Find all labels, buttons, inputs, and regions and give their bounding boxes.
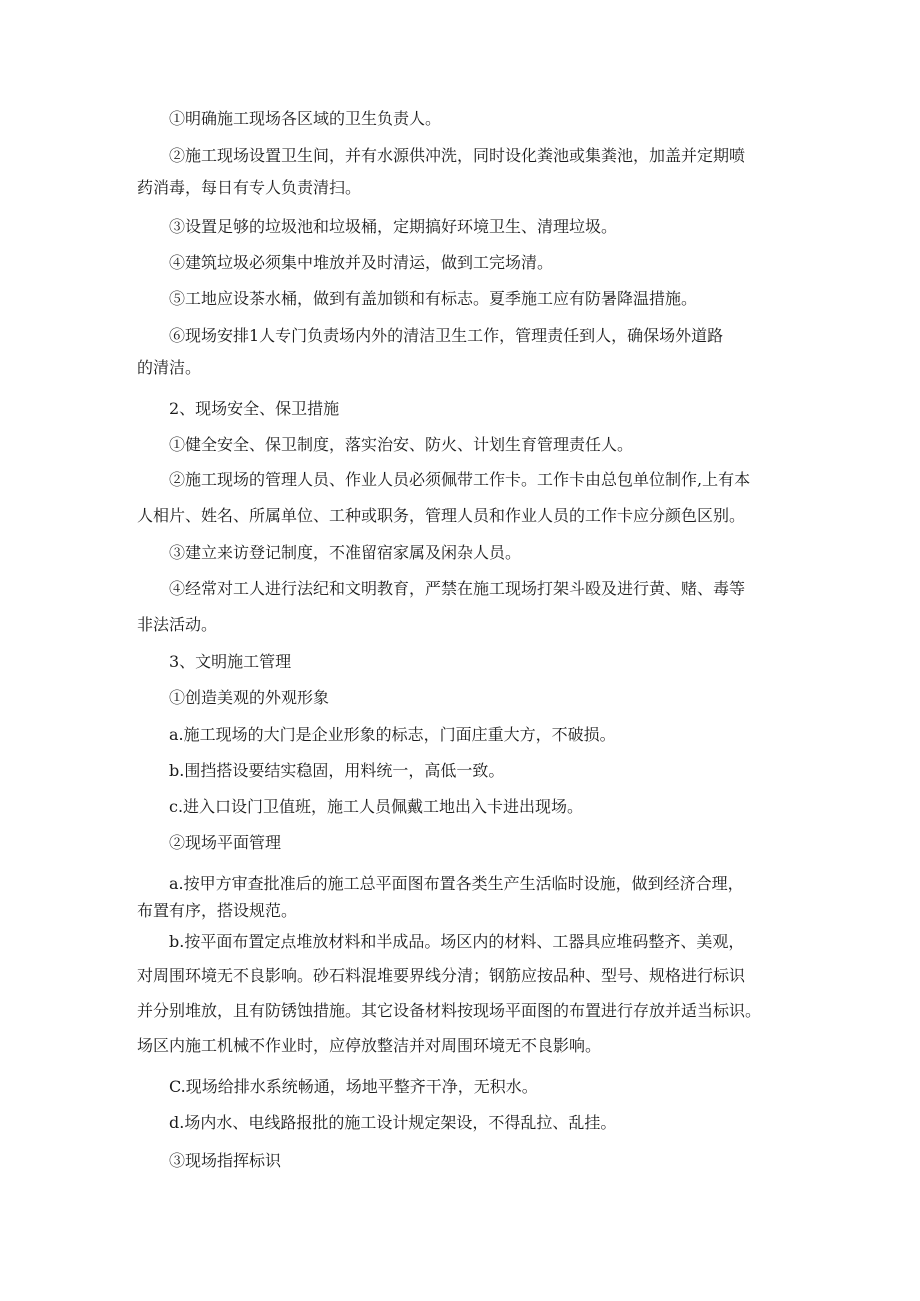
text-line: 场区内施工机械不作业时，应停放整洁并对周围环境无不良影响。	[137, 1036, 602, 1055]
text-line: ⑤工地应设茶水桶，做到有盖加锁和有标志。夏季施工应有防暑降温措施。	[169, 289, 698, 308]
paragraph	[137, 250, 797, 276]
text-line: ①明确施工现场各区域的卫生负责人。	[169, 109, 442, 128]
text-line: b.按平面布置定点堆放材料和半成品。场区内的材料、工器具应堆码整齐、美观，	[169, 932, 745, 951]
text-line: ②现场平面管理	[169, 833, 282, 852]
paragraph	[137, 758, 797, 784]
paragraph	[137, 467, 797, 529]
text-line: C.现场给排水系统畅通，场地平整齐干净，无积水。	[169, 1077, 538, 1096]
text-line: c.进入口设门卫值班，施工人员佩戴工地出入卡进出现场。	[169, 797, 584, 816]
text-line: ②施工现场的管理人员、作业人员必须佩带工作卡。工作卡由总包单位制作,上有本	[169, 470, 751, 489]
paragraph	[137, 871, 797, 924]
text-line: a.按甲方审查批准后的施工总平面图布置各类生产生活临时设施，做到经济合理，	[169, 874, 744, 893]
text-line: 的清洁。	[137, 358, 202, 377]
text-line: ③建立来访登记制度，不准留宿家属及闲杂人员。	[169, 543, 522, 562]
text-line: 药消毒，每日有专人负责清扫。	[137, 178, 362, 197]
text-line: ③现场指挥标识	[169, 1151, 282, 1170]
text-line: ⑥现场安排1人专门负责场内外的清洁卫生工作，管理责任到人，确保场外道路	[169, 326, 724, 345]
paragraph	[137, 722, 797, 748]
paragraph	[137, 830, 797, 856]
text-line: ③设置足够的垃圾池和垃圾桶，定期搞好环境卫生、清理垃圾。	[169, 217, 618, 236]
paragraph	[137, 214, 797, 240]
text-line: ①健全安全、保卫制度，落实治安、防火、计划生育管理责任人。	[169, 435, 634, 454]
text-line: 3、文明施工管理	[169, 652, 292, 671]
text-line: 非法活动。	[137, 615, 218, 634]
text-line: ④经常对工人进行法纪和文明教育，严禁在施工现场打架斗殴及进行黄、赌、毒等	[169, 579, 746, 598]
paragraph	[137, 929, 797, 1059]
text-line: 对周围环境无不良影响。砂石料混堆要界线分清；钢筋应按品种、型号、规格进行标识	[137, 966, 746, 985]
text-line: 人相片、姓名、所属单位、工种或职务，管理人员和作业人员的工作卡应分颜色区别。	[137, 506, 746, 525]
text-line: 并分别堆放，且有防锈蚀措施。其它设备材料按现场平面图的布置进行存放并适当标识。	[137, 1001, 762, 1020]
paragraph	[137, 794, 797, 820]
section-heading	[137, 649, 797, 675]
text-line: b.围挡搭设要结实稳固，用料统一，高低一致。	[169, 761, 505, 780]
text-line: a.施工现场的大门是企业形象的标志，门面庄重大方，不破损。	[169, 725, 616, 744]
section-heading	[137, 396, 797, 422]
paragraph	[137, 143, 797, 201]
paragraph	[137, 576, 797, 638]
paragraph	[137, 540, 797, 566]
paragraph	[137, 1148, 797, 1174]
paragraph	[137, 106, 797, 132]
paragraph	[137, 323, 797, 381]
text-line: d.场内水、电线路报批的施工设计规定架设，不得乱拉、乱挂。	[169, 1113, 617, 1132]
text-line: 2、现场安全、保卫措施	[169, 399, 340, 418]
text-line: 布置有序，搭设规范。	[137, 901, 298, 920]
text-line: ①创造美观的外观形象	[169, 688, 330, 707]
paragraph	[137, 286, 797, 312]
paragraph	[137, 432, 797, 458]
paragraph	[137, 685, 797, 711]
text-line: ②施工现场设置卫生间，并有水源供冲洗，同时设化粪池或集粪池，加盖并定期喷	[169, 146, 746, 165]
paragraph	[137, 1074, 797, 1100]
text-line: ④建筑垃圾必须集中堆放并及时清运，做到工完场清。	[169, 253, 554, 272]
paragraph	[137, 1110, 797, 1136]
